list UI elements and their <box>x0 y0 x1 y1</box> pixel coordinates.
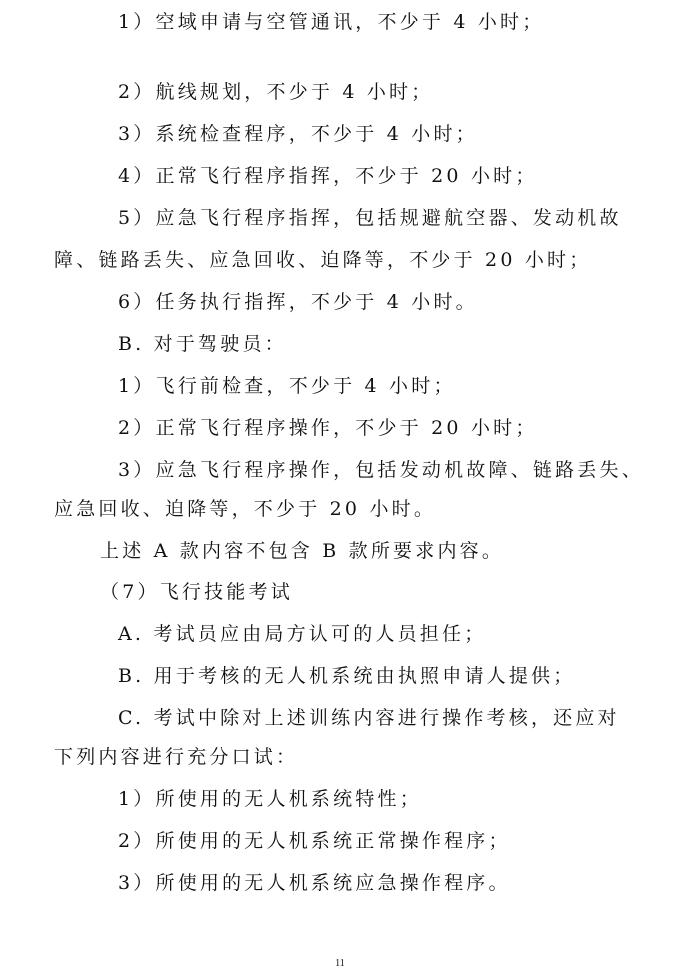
text-line: A. 考试员应由局方认可的人员担任； <box>118 623 487 645</box>
page-number: 11 <box>335 958 345 969</box>
text-line: 2）所使用的无人机系统正常操作程序； <box>118 830 511 852</box>
text-line: 应急回收、迫降等，不少于 20 小时。 <box>54 498 437 520</box>
text-line: 下列内容进行充分口试： <box>54 746 299 768</box>
text-line: B. 对于驾驶员： <box>118 333 287 355</box>
text-line: 1）空域申请与空管通讯，不少于 4 小时； <box>118 11 545 33</box>
text-line: 5）应急飞行程序指挥，包括规避航空器、发动机故 <box>118 207 622 229</box>
text-line: 4）正常飞行程序指挥，不少于 20 小时； <box>118 165 538 187</box>
text-line: 障、链路丢失、应急回收、迫降等，不少于 20 小时； <box>54 249 592 271</box>
section-heading: （7）飞行技能考试 <box>100 581 293 603</box>
text-line: C. 考试中除对上述训练内容进行操作考核，还应对 <box>118 707 620 729</box>
text-line: 2）正常飞行程序操作，不少于 20 小时； <box>118 417 538 439</box>
text-line: 上述 A 款内容不包含 B 款所要求内容。 <box>100 540 505 562</box>
text-line: B. 用于考核的无人机系统由执照申请人提供； <box>118 665 576 687</box>
text-line: 3）系统检查程序，不少于 4 小时； <box>118 123 478 145</box>
text-line: 1）所使用的无人机系统特性； <box>118 788 422 810</box>
text-line: 2）航线规划，不少于 4 小时； <box>118 81 434 103</box>
text-line: 1）飞行前检查，不少于 4 小时； <box>118 375 456 397</box>
text-line: 6）任务执行指挥，不少于 4 小时。 <box>118 291 478 313</box>
text-line: 3）应急飞行程序操作，包括发动机故障、链路丢失、 <box>118 459 644 481</box>
text-line: 3）所使用的无人机系统应急操作程序。 <box>118 872 511 894</box>
